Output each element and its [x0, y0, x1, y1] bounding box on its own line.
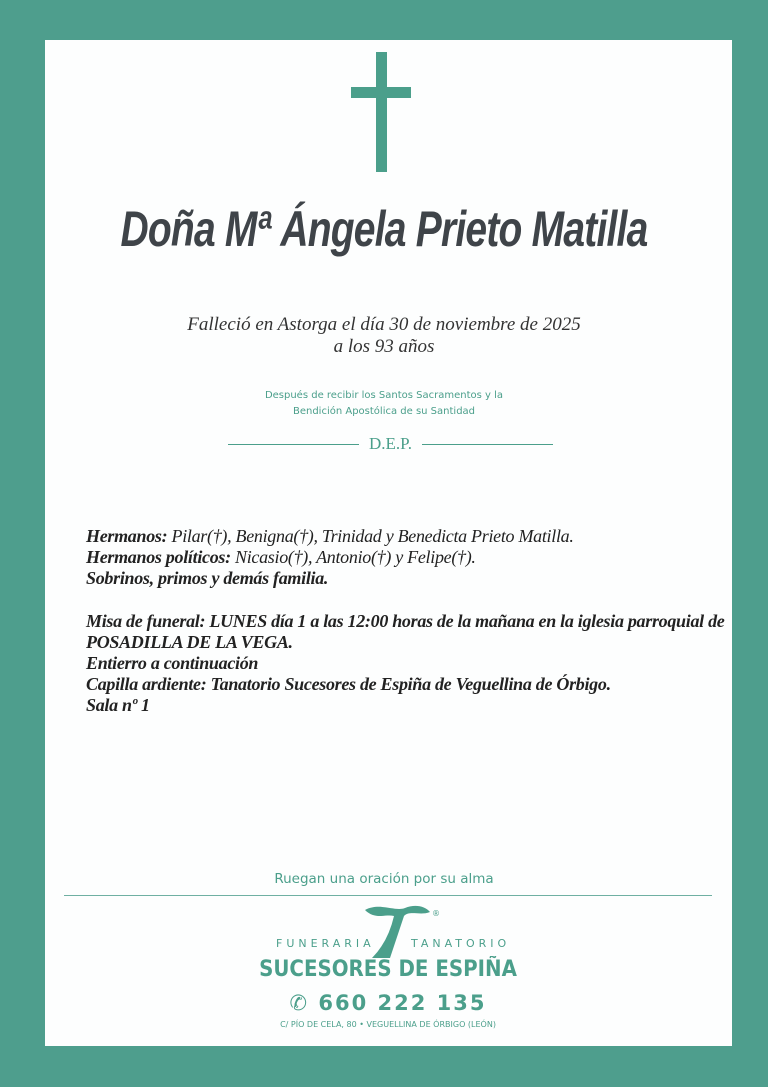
death-info [0, 314, 768, 358]
family-line [86, 568, 726, 589]
death-date: Falleció en Astorga el día 30 de noviembre de 2025 [187, 314, 581, 335]
service-line [86, 611, 726, 653]
dep-text: D.E.P. [369, 434, 412, 453]
family-line [86, 526, 726, 547]
service-text: Misa de funeral: LUNES día 1 a las 12:00 horas de la mañana en la iglesia parroquial de POSADILLA DE LA VEGA. [86, 611, 725, 652]
sacraments-line: Bendición Apostólica de su Santidad [292, 406, 476, 417]
service-line [86, 695, 726, 716]
prayer-text: Ruegan una oración por su alma [274, 871, 494, 887]
divider-line [422, 444, 553, 445]
family-text: Nicasio(†), Antonio(†) y Felipe(†). [230, 547, 476, 567]
funeral-home-name: SUCESORES DE ESPIÑA [259, 957, 517, 982]
notice-body [86, 526, 726, 716]
funeraria-label: FUNERARIA [276, 937, 375, 950]
phone-icon: ✆ [289, 991, 319, 1015]
cross-icon [351, 52, 411, 172]
service-line [86, 674, 726, 695]
service-text: Capilla ardiente: Tanatorio Sucesores de Espiña de Veguellina de Órbigo. [86, 674, 611, 694]
service-text: Sala nº 1 [86, 695, 150, 715]
dep-divider [228, 434, 553, 454]
funeral-home-logo-icon [360, 902, 445, 960]
family-text: Pilar(†), Benigna(†), Trinidad y Benedicta Prieto Matilla. [167, 526, 574, 546]
sacraments-text [0, 388, 768, 420]
divider-line [228, 444, 359, 445]
address: C/ PÍO DE CELA, 80 • VEGUELLINA DE ÓRBIGO (LEÓN) [280, 1020, 496, 1029]
family-line [86, 547, 726, 568]
sacraments-line: Después de recibir los Santos Sacramentos y la [264, 390, 504, 401]
phone-text: 660 222 135 [318, 991, 487, 1015]
tanatorio-label: TANATORIO [411, 937, 511, 950]
family-label: Sobrinos, primos y demás familia. [86, 568, 329, 588]
death-age: a los 93 años [333, 336, 435, 357]
registered-mark: ® [432, 909, 440, 918]
phone-number [0, 991, 768, 1015]
family-label: Hermanos: [86, 526, 168, 546]
service-line [86, 653, 726, 674]
deceased-name: Doña Mª Ángela Prieto Matilla [120, 201, 648, 257]
service-text: Entierro a continuación [86, 653, 259, 673]
family-label: Hermanos políticos: [86, 547, 231, 567]
divider-line [64, 895, 712, 896]
